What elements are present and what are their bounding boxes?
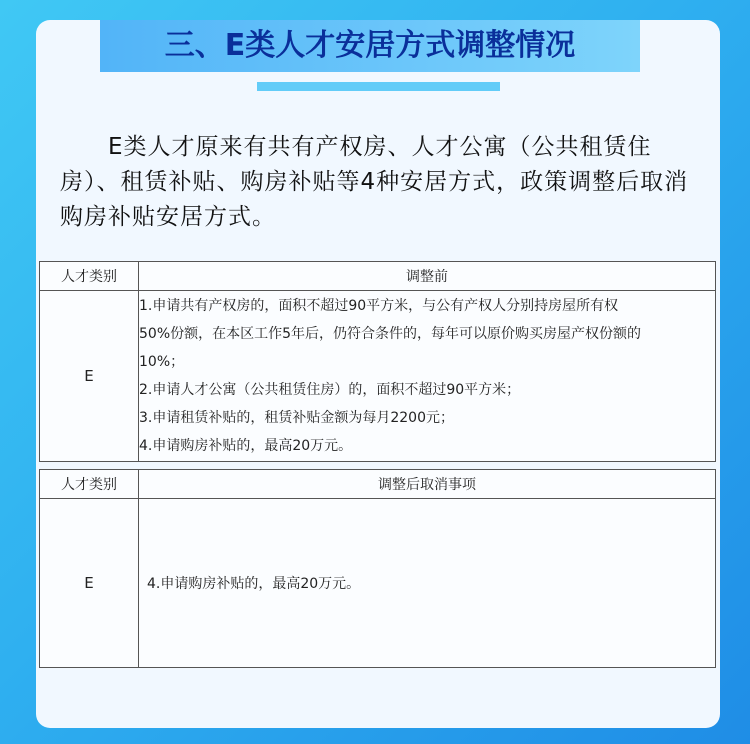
column-header-category: 人才类别 xyxy=(40,470,139,499)
table-row xyxy=(40,499,716,668)
column-header-before: 调整前 xyxy=(139,262,716,291)
title-underline xyxy=(257,82,500,91)
cancelled-item-cell: 4.申请购房补贴的，最高20万元。 xyxy=(139,499,716,668)
category-cell: E xyxy=(40,499,139,668)
policy-line: 50%份额，在本区工作5年后，仍符合条件的，每年可以原价购买房屋产权份额的 xyxy=(139,326,642,342)
policy-content-cell xyxy=(139,291,716,462)
policy-line: 1.申请共有产权房的，面积不超过90平方米，与公有产权人分别持房屋所有权 xyxy=(139,298,619,314)
policy-line: 10%； xyxy=(139,354,185,370)
policy-line: 3.申请租赁补贴的，租赁补贴金额为每月2200元； xyxy=(139,410,454,426)
intro-paragraph: E类人才原来有共有产权房、人才公寓（公共租赁住房）、租赁补贴、购房补贴等4种安居方式，政策调整后取消购房补贴安居方式。 xyxy=(60,134,689,230)
policy-line: 2.申请人才公寓（公共租赁住房）的，面积不超过90平方米； xyxy=(139,382,521,398)
table-header-row xyxy=(40,262,716,291)
table-before-adjustment xyxy=(39,261,716,462)
column-header-category: 人才类别 xyxy=(40,262,139,291)
column-header-cancelled: 调整后取消事项 xyxy=(139,470,716,499)
page-title: 三、E类人才安居方式调整情况 xyxy=(164,28,576,63)
content-card xyxy=(36,20,720,728)
category-cell: E xyxy=(40,291,139,462)
policy-line: 4.申请购房补贴的，最高20万元。 xyxy=(139,438,353,454)
table-after-adjustment xyxy=(39,469,716,668)
table-header-row xyxy=(40,470,716,499)
title-banner xyxy=(100,20,640,72)
table-row xyxy=(40,291,716,462)
